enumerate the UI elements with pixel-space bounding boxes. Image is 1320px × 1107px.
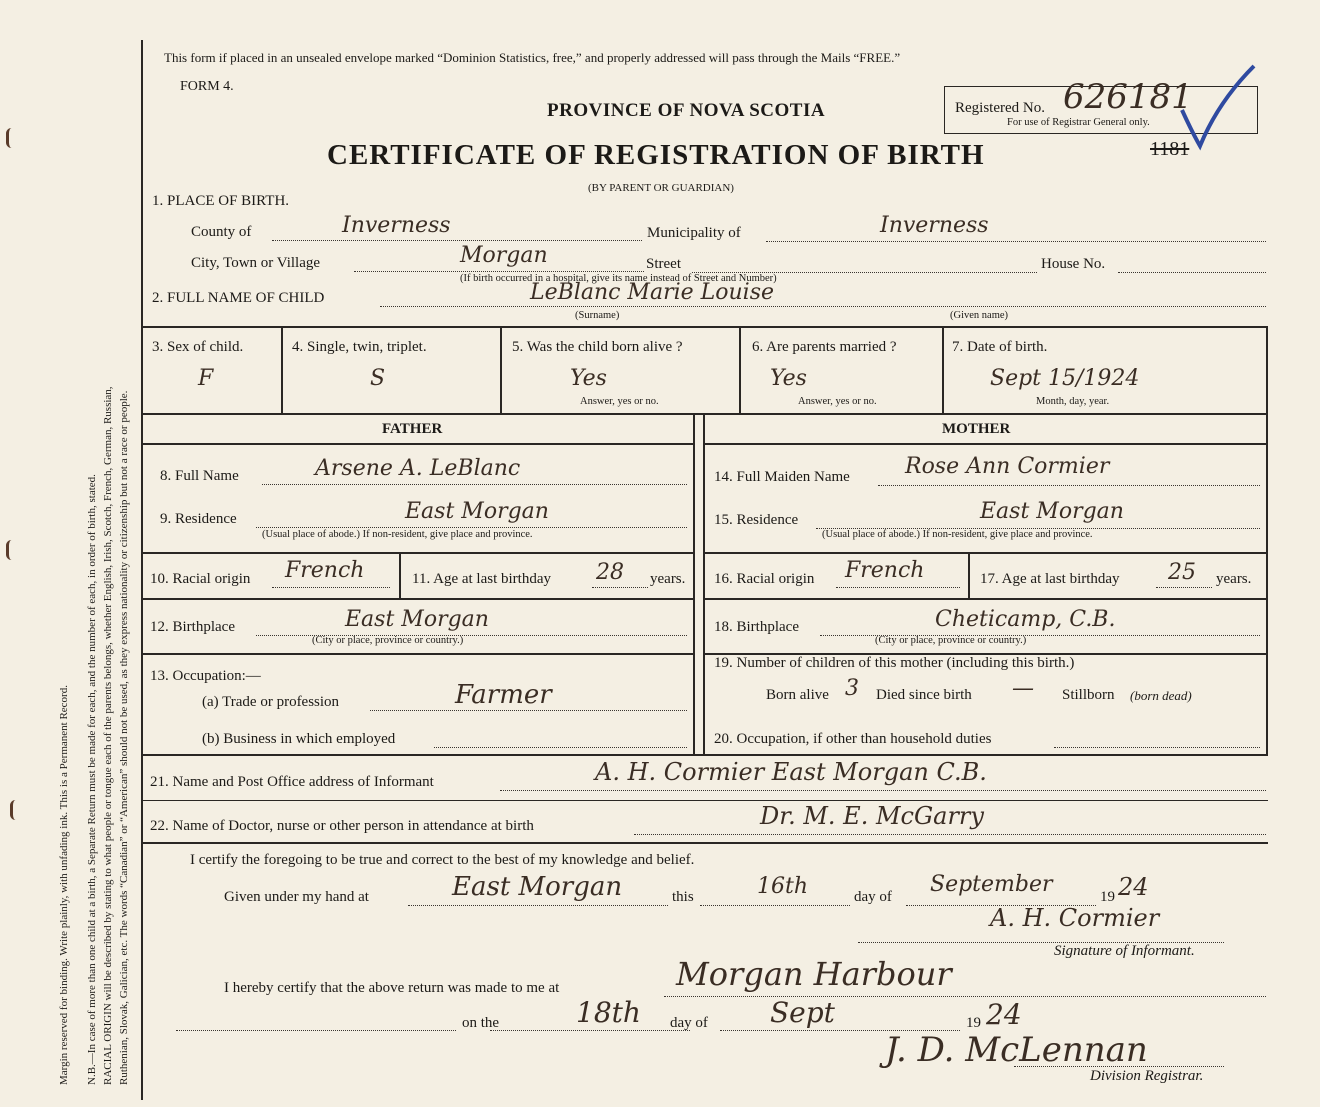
informant-value: A. H. Cormier East Morgan C.B. (595, 758, 987, 786)
father-birthplace-label: 12. Birthplace (150, 619, 235, 635)
hospital-note: (If birth occurred in a hospital, give its name instead of Street and Number) (460, 273, 777, 284)
registered-label: Registered No. (955, 100, 1045, 116)
day-line (700, 905, 850, 906)
father-divider-3 (141, 653, 694, 655)
informant-line (500, 790, 1266, 791)
heading-underline-right (703, 443, 1268, 445)
father-years-label: years. (650, 571, 686, 587)
mother-name-value: Rose Ann Cormier (905, 454, 1110, 479)
stillborn-label: Stillborn (1062, 687, 1115, 703)
business-line (434, 747, 687, 748)
registrar-statement: I hereby certify that the above return was made to me at (224, 980, 560, 996)
mother-column-right (1266, 413, 1268, 755)
informant-signature-label: Signature of Informant. (1054, 943, 1195, 959)
multiple-birth-value: S (370, 366, 386, 391)
mother-racial-label: 16. Racial origin (714, 571, 815, 587)
trade-value: Farmer (455, 680, 552, 710)
father-age-label: 11. Age at last birthday (412, 571, 551, 587)
registrar-signature-label: Division Registrar. (1090, 1068, 1204, 1084)
father-birthplace-note: (City or place, province or country.) (312, 635, 464, 646)
parents-married-value: Yes (770, 366, 807, 391)
mother-age-value: 25 (1168, 560, 1196, 585)
city-value: Morgan (460, 243, 548, 268)
binding-hole-1 (6, 128, 17, 148)
mother-divider-1 (703, 552, 1268, 554)
father-residence-label: 9. Residence (160, 511, 237, 527)
municipality-line (766, 241, 1266, 242)
given-name-note: (Given name) (950, 310, 1009, 321)
doctor-line (634, 834, 1266, 835)
given-year-value: 24 (1118, 873, 1149, 901)
father-age-line (592, 587, 648, 588)
given-at-value: East Morgan (452, 872, 623, 902)
doctor-label: 22. Name of Doctor, nurse or other person in attendance at birth (150, 818, 534, 834)
surname-note: (Surname) (575, 310, 620, 321)
form-number: FORM 4. (180, 79, 234, 94)
father-name-value: Arsene A. LeBlanc (315, 456, 521, 481)
margin-note-3: RACIAL ORIGIN will be described by stating to what people or tongue each of the parents belongs, whether English, Irish, Scotch, French, German, Russian, (102, 386, 114, 1085)
occupation-label: 13. Occupation:— (150, 668, 261, 684)
registrar-day-line (490, 1030, 690, 1031)
born-alive-count-value: 3 (845, 676, 859, 701)
born-alive-value: Yes (570, 366, 607, 391)
city-label: City, Town or Village (191, 255, 321, 271)
registered-number: 626181 (1063, 77, 1193, 117)
mother-racial-line (836, 587, 960, 588)
father-divider-1 (141, 552, 694, 554)
registrar-left-line (176, 1030, 456, 1031)
city-line (354, 271, 644, 272)
mother-residence-note: (Usual place of abode.) If non-resident, give place and province. (822, 529, 1093, 540)
father-age-value: 28 (596, 560, 624, 585)
registrar-day-of-label: day of (670, 1015, 708, 1031)
date-of-birth-label: 7. Date of birth. (952, 339, 1048, 355)
on-the-label: on the (462, 1015, 500, 1031)
child-name-line (380, 306, 1266, 307)
registrar-month-value: Sept (770, 996, 835, 1029)
mother-age-line (1156, 587, 1212, 588)
year-prefix: 19 (1100, 889, 1115, 905)
mother-name-label: 14. Full Maiden Name (714, 469, 850, 485)
mother-occupation-label: 20. Occupation, if other than household duties (714, 731, 992, 747)
died-since-birth-label: Died since birth (876, 687, 972, 703)
registrar-place-value: Morgan Harbour (676, 955, 952, 993)
father-racial-label: 10. Racial origin (150, 571, 251, 587)
divider-informant-bottom (141, 800, 1268, 801)
row3-sep-2 (500, 326, 502, 414)
margin-note-2: N.B.—In case of more than one child at a birth, a Separate Return must be made for each, and the number of each, in order of birth, stated. (86, 474, 98, 1085)
born-alive-count-label: Born alive (766, 687, 829, 703)
left-border (141, 40, 143, 1100)
born-alive-label: 5. Was the child born alive ? (512, 339, 683, 355)
certificate-title: CERTIFICATE OF REGISTRATION OF BIRTH (327, 139, 985, 171)
child-name-label: 2. FULL NAME OF CHILD (152, 290, 325, 306)
doctor-value: Dr. M. E. McGarry (760, 802, 984, 830)
mother-birthplace-value: Cheticamp, C.B. (935, 607, 1116, 632)
father-name-label: 8. Full Name (160, 468, 239, 484)
margin-note-4: Ruthenian, Slovak, Galician, etc. The words “Canadian” or “American” should not be used, as they express nationality or citizenship but not a race or people. (118, 390, 130, 1085)
municipality-value: Inverness (880, 213, 989, 238)
mother-birthplace-label: 18. Birthplace (714, 619, 799, 635)
date-of-birth-value: Sept 15/1924 (990, 366, 1140, 391)
province-heading: PROVINCE OF NOVA SCOTIA (547, 100, 826, 121)
parents-married-note: Answer, yes or no. (798, 396, 877, 407)
children-count-label: 19. Number of children of this mother (including this birth.) (714, 655, 1075, 671)
binding-hole-2 (6, 540, 17, 560)
this-label: this (672, 889, 694, 905)
row3-sep-3 (739, 326, 741, 414)
multiple-birth-label: 4. Single, twin, triplet. (292, 339, 427, 355)
house-label: House No. (1041, 256, 1106, 272)
mother-racial-value: French (845, 558, 925, 583)
row3-sep-1 (281, 326, 283, 414)
registrar-signature: J. D. McLennan (885, 1030, 1148, 1070)
father-name-line (262, 484, 687, 485)
divider-row3-top (141, 326, 1268, 328)
given-month-value: September (930, 872, 1053, 897)
mother-birthplace-note: (City or place, province or country.) (875, 635, 1027, 646)
row3-right-edge (1266, 326, 1268, 414)
house-line (1118, 272, 1266, 273)
child-name-value: LeBlanc Marie Louise (530, 280, 775, 305)
county-value: Inverness (342, 213, 451, 238)
mother-occupation-line (1054, 747, 1260, 748)
binding-hole-3 (10, 800, 21, 820)
date-of-birth-note: Month, day, year. (1036, 396, 1110, 407)
father-racial-value: French (285, 558, 365, 583)
row3-sep-4 (942, 326, 944, 414)
place-of-birth-heading: 1. PLACE OF BIRTH. (152, 193, 290, 209)
trade-line (370, 710, 687, 711)
father-racial-line (272, 587, 390, 588)
registrar-year-prefix: 19 (966, 1015, 981, 1031)
registered-note: For use of Registrar General only. (1007, 117, 1150, 128)
registrar-day-value: 18th (576, 996, 641, 1029)
day-of-label: day of (854, 889, 892, 905)
margin-note-1: Margin reserved for binding. Write plainly, with unfading ink. This is a Permanent Record. (58, 685, 70, 1085)
county-label: County of (191, 224, 252, 240)
father-column-right (693, 413, 695, 755)
registrar-place-line (664, 996, 1266, 997)
county-line (272, 240, 642, 241)
mother-name-line (878, 485, 1260, 486)
mother-years-label: years. (1216, 571, 1252, 587)
municipality-label: Municipality of (647, 225, 741, 241)
top-notice: This form if placed in an unsealed envelope marked “Dominion Statistics, free,” and properly addressed will pass through the Mails “FREE.” (164, 50, 901, 65)
father-heading: FATHER (382, 421, 443, 437)
given-day-value: 16th (757, 874, 809, 899)
father-racial-sep (399, 552, 401, 599)
divider-informant-top (141, 754, 1268, 756)
father-divider-2 (141, 598, 694, 600)
died-since-birth-value: — (1012, 676, 1034, 701)
trade-label: (a) Trade or profession (202, 694, 340, 710)
mother-racial-sep (968, 552, 970, 599)
checkmark-icon (1178, 62, 1258, 152)
informant-label: 21. Name and Post Office address of Informant (150, 774, 434, 790)
father-residence-line (256, 527, 687, 528)
divider-row3-bottom (141, 413, 1268, 415)
parents-married-label: 6. Are parents married ? (752, 339, 897, 355)
heading-underline-left (141, 443, 694, 445)
mother-divider-2 (703, 598, 1268, 600)
mother-residence-value: East Morgan (980, 499, 1124, 524)
street-label: Street (646, 256, 681, 272)
mother-age-label: 17. Age at last birthday (980, 571, 1120, 587)
given-at-label: Given under my hand at (224, 889, 369, 905)
certify-statement: I certify the foregoing to be true and correct to the best of my knowledge and belief. (190, 852, 695, 868)
sex-label: 3. Sex of child. (152, 339, 244, 355)
sex-value: F (198, 366, 214, 391)
registrar-year-value: 24 (986, 998, 1022, 1031)
mother-column-left (703, 413, 705, 755)
stillborn-note: (born dead) (1130, 688, 1192, 703)
divider-certify-top (141, 842, 1268, 844)
born-alive-note: Answer, yes or no. (580, 396, 659, 407)
business-label: (b) Business in which employed (202, 731, 396, 747)
mother-heading: MOTHER (942, 421, 1011, 437)
father-birthplace-value: East Morgan (345, 607, 489, 632)
struck-number: 1181 (1150, 138, 1190, 160)
mother-residence-label: 15. Residence (714, 512, 799, 528)
father-residence-note: (Usual place of abode.) If non-resident, give place and province. (262, 529, 533, 540)
certificate-subtitle: (BY PARENT OR GUARDIAN) (588, 182, 734, 194)
given-at-line (408, 905, 668, 906)
father-residence-value: East Morgan (405, 499, 549, 524)
informant-signature: A. H. Cormier (990, 904, 1160, 932)
